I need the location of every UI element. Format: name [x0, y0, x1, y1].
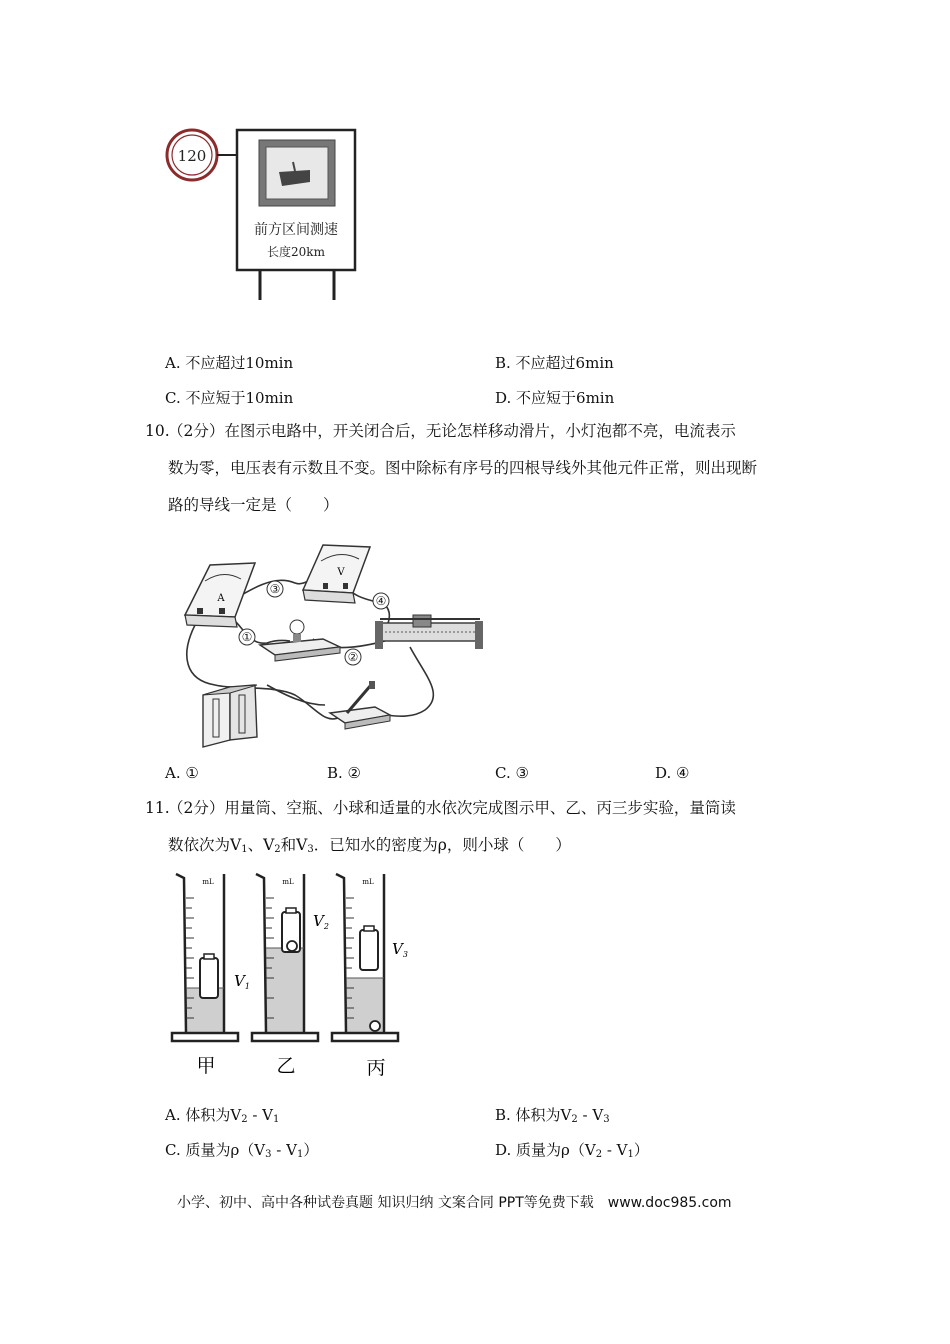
wire-label-2: ② [347, 650, 359, 664]
ammeter-label: A [217, 593, 225, 604]
wire-label-3: ③ [269, 582, 281, 596]
svg-text:mL: mL [202, 878, 214, 886]
label-bing: 丙 [366, 1057, 386, 1079]
svg-text:V3: $V_3$ [392, 940, 408, 959]
page-footer: 小学、初中、高中各种试卷真题 知识归纳 文案合同 PPT等免费下载 www.doc985.com [177, 1195, 732, 1211]
svg-text:V1: $V_1$ [234, 972, 250, 991]
q11-stem [168, 790, 818, 868]
q10-option-c: C. ③ [495, 764, 529, 782]
label-jia: 甲 [196, 1055, 216, 1077]
svg-text:V2: $V_2$ [313, 912, 329, 931]
voltmeter-label: V [337, 567, 345, 578]
q10-option-d: D. ④ [655, 764, 690, 782]
q10-stem-line2: 数为零，电压表有示数且不变。图中除标有序号的四根导线外其他元件正常，则出现断 [168, 459, 758, 477]
sign-line2: 长度20km [267, 245, 325, 259]
label-yi: 乙 [276, 1055, 296, 1077]
circuit-figure [175, 535, 490, 755]
q9-option-a: A. 不应超过10min [165, 354, 294, 372]
switch [330, 681, 390, 729]
q10-stem [168, 413, 818, 524]
q10-number: 10. [145, 422, 170, 440]
q9-option-b: B. 不应超过6min [495, 354, 614, 372]
battery [203, 685, 257, 747]
q10-stem-line3: 路的导线一定是（ ） [168, 496, 339, 514]
svg-text:mL: mL [362, 878, 374, 886]
q9-option-d: D. 不应短于6min [495, 389, 615, 407]
cylinder-bing [332, 874, 408, 1079]
measuring-cylinders-figure [170, 868, 420, 1083]
rheostat [375, 615, 483, 649]
wire-label-4: ④ [375, 594, 387, 608]
q9-option-c: C. 不应短于10min [165, 389, 294, 407]
sign-line1: 前方区间测速 [254, 222, 338, 238]
speed-limit-value: 120 [177, 147, 207, 165]
q10-option-b: B. ② [327, 764, 362, 782]
q11-option-b: B. 体积为$V_2 - V_3$ [495, 1106, 610, 1125]
q11-stem-line1: （2分）用量筒、空瓶、小球和适量的水依次完成图示甲、乙、丙三步实验，量筒读 [168, 799, 736, 817]
q11-option-a: A. 体积为$V_2 - V_1$ [165, 1106, 280, 1125]
svg-text:mL: mL [282, 878, 294, 886]
ammeter [185, 563, 255, 627]
q10-stem-line1: （2分）在图示电路中，开关闭合后，无论怎样移动滑片，小灯泡都不亮，电流表示 [168, 422, 736, 440]
speed-camera-sign-figure [160, 120, 370, 305]
wire-label-1: ① [241, 630, 253, 644]
cylinder-yi [252, 874, 329, 1077]
q10-option-a: A. ① [165, 764, 199, 782]
q11-number: 11. [145, 799, 170, 817]
voltmeter [303, 545, 370, 603]
q11-option-d: D. 质量为$\rho(V_2 - V_1)$ [495, 1141, 649, 1160]
q11-option-c: C. 质量为$\rho(V_3 - V_1)$ [165, 1141, 319, 1160]
q11-stem-line2: 数依次为$V_1$、$V_2$和$V_3$．已知水的密度为ρ，则小球（ ） [168, 836, 571, 855]
bulb-board [260, 620, 340, 661]
cylinder-jia [172, 874, 250, 1077]
